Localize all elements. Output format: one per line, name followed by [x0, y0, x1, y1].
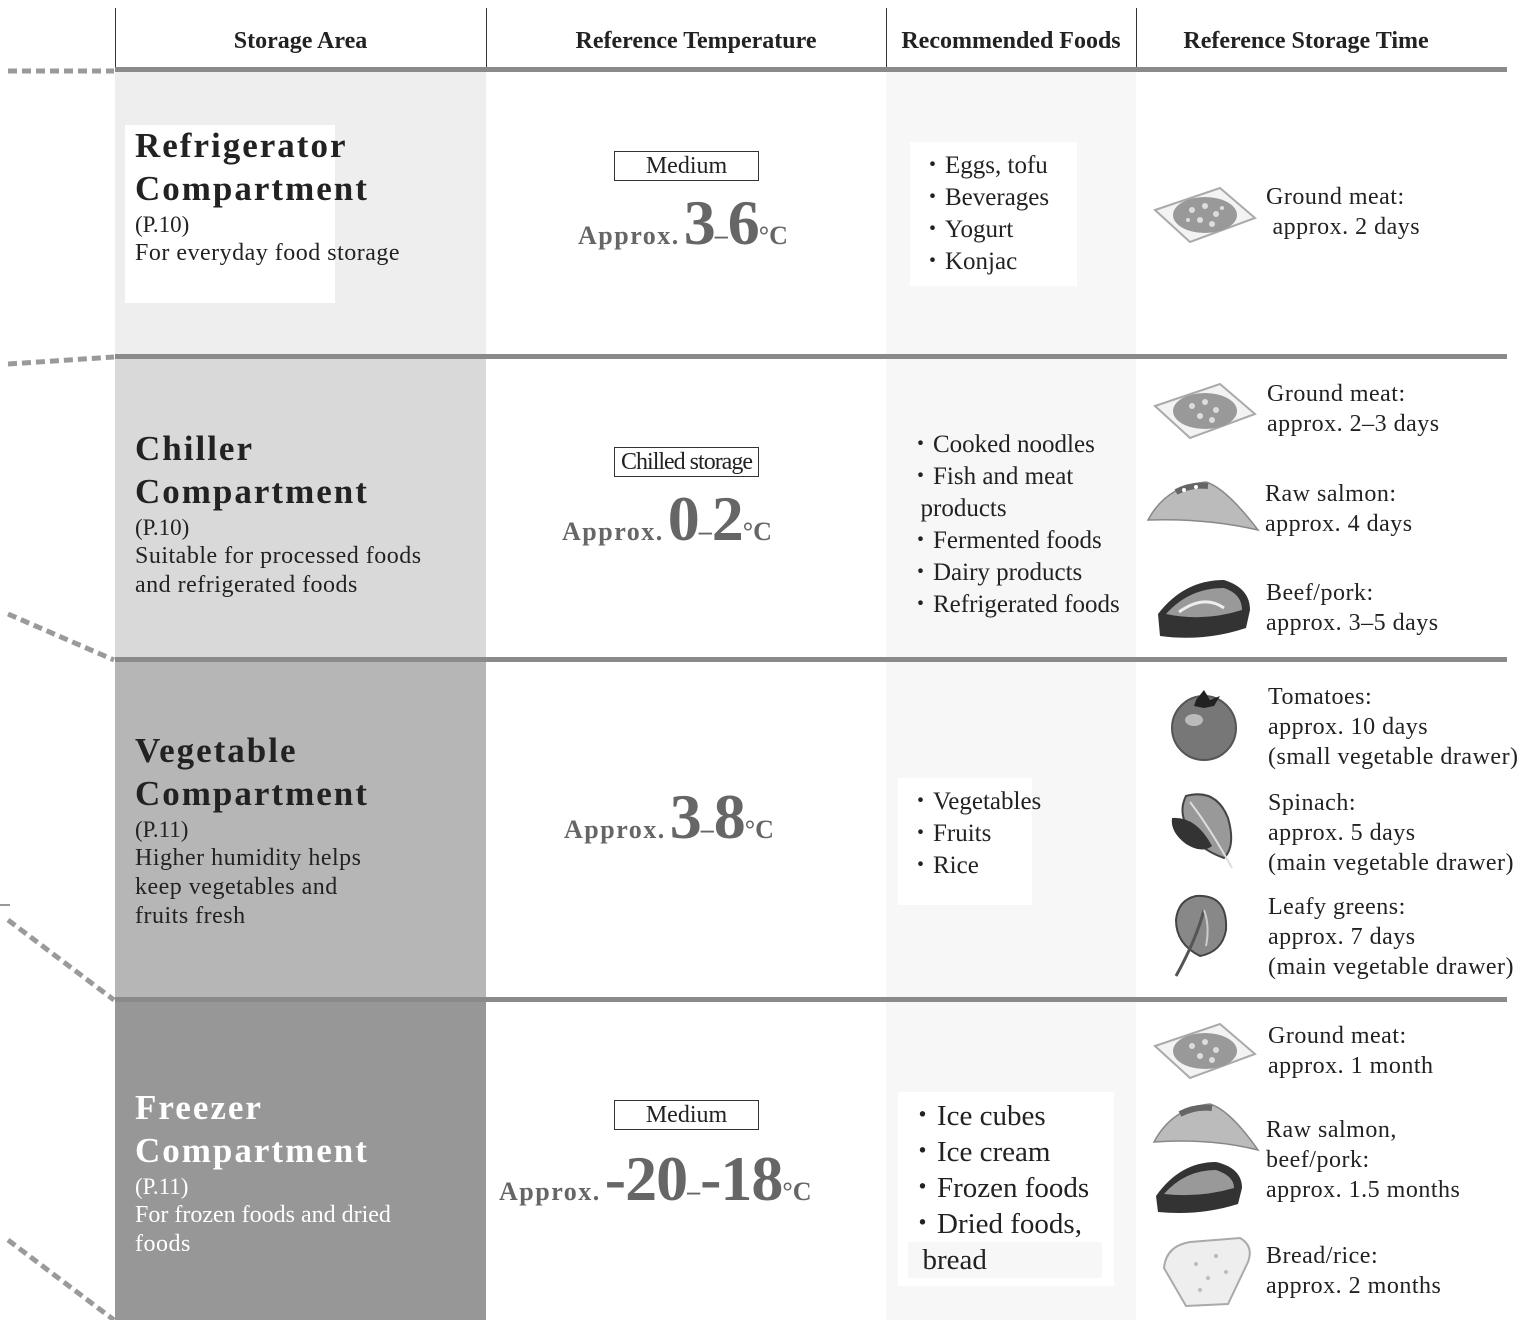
food-item: products [908, 495, 1007, 522]
setting-label: Chilled storage [614, 447, 759, 477]
temp-sep: – [698, 517, 712, 546]
chiller-area-text [135, 427, 480, 600]
storage-time [1266, 182, 1420, 242]
storage-time [1268, 1021, 1433, 1081]
header-recommended-foods: Recommended Foods [901, 28, 1121, 54]
temp-prefix: Approx. [564, 815, 666, 844]
header-reference-storage-time: Reference Storage Time [1183, 28, 1429, 54]
foods-list [898, 1092, 1114, 1286]
setting-label: Medium [614, 1100, 759, 1130]
food-item: ・Fruits [908, 820, 992, 847]
temperature-range [562, 482, 772, 556]
temp-prefix: Approx. [562, 517, 664, 546]
header-reference-temperature: Reference Temperature [575, 28, 817, 54]
food-item: ・Dried foods, [908, 1208, 1082, 1240]
temp-high: 8 [713, 781, 745, 852]
temperature-range [564, 780, 774, 854]
foods-list [910, 142, 1077, 286]
temp-prefix: Approx. [499, 1177, 601, 1206]
food-item: ・Rice [908, 852, 979, 879]
temp-high: 2 [711, 483, 743, 554]
storage-duration: approx. 3–5 days [1266, 610, 1439, 636]
storage-food: Raw salmon, [1266, 1117, 1397, 1143]
temp-high: 6 [727, 187, 759, 258]
food-item: ・Beverages [920, 184, 1050, 211]
storage-time [1266, 578, 1439, 638]
storage-duration: approx. 1 month [1268, 1053, 1434, 1079]
storage-duration: approx. 7 days [1268, 924, 1416, 950]
food-item: ・Vegetables [908, 788, 1042, 815]
leafy-greens-icon [1166, 890, 1246, 980]
storage-duration: approx. 5 days [1268, 820, 1416, 846]
storage-time [1268, 682, 1519, 772]
storage-food: Beef/pork: [1266, 580, 1374, 606]
temperature-range [499, 1142, 812, 1216]
page-reference: (P.10) [135, 515, 190, 540]
row-divider [115, 354, 1507, 359]
temp-low: -20 [604, 1143, 688, 1214]
temperature-range [578, 186, 788, 260]
area-description: keep vegetables and [135, 874, 338, 900]
temp-unit: °C [742, 517, 772, 546]
food-item: ・Refrigerated foods [908, 591, 1120, 618]
storage-duration: approx. 1.5 months [1266, 1177, 1461, 1203]
storage-note: (main vegetable drawer) [1268, 954, 1515, 980]
area-title: Compartment [135, 774, 369, 813]
page-reference: (P.11) [135, 1174, 189, 1199]
temp-unit: °C [782, 1177, 812, 1206]
tomato-icon [1166, 686, 1242, 762]
ground-meat-icon [1150, 180, 1260, 250]
page-reference: (P.10) [135, 212, 190, 237]
area-title: Compartment [135, 1131, 369, 1170]
temp-low: 3 [669, 781, 701, 852]
temp-sep: – [687, 1177, 701, 1206]
storage-food: Ground meat: [1268, 1023, 1407, 1049]
temp-prefix: Approx. [578, 221, 680, 250]
ground-meat-icon [1150, 1016, 1260, 1086]
food-item: ・Eggs, tofu [920, 152, 1048, 179]
area-description: fruits fresh [135, 903, 246, 929]
storage-duration: approx. 2–3 days [1267, 411, 1440, 437]
dashed-leader-lines [0, 0, 116, 1320]
row-divider [115, 657, 1507, 662]
storage-food: beef/pork: [1266, 1147, 1370, 1173]
temp-sep: – [700, 815, 714, 844]
storage-time [1268, 892, 1514, 982]
food-item: ・Fish and meat [908, 463, 1074, 490]
area-title: Chiller [135, 429, 254, 468]
food-item: ・Konjac [920, 248, 1018, 275]
food-item: ・Yogurt [920, 216, 1014, 243]
storage-food: Ground meat: [1266, 184, 1405, 210]
raw-salmon-icon [1146, 478, 1262, 538]
salmon-and-meat-icon [1150, 1100, 1262, 1218]
food-item: ・Cooked noodles [908, 431, 1095, 458]
vegetable-area-text [135, 729, 480, 931]
food-item: ・Fermented foods [908, 527, 1102, 554]
setting-label: Medium [614, 151, 759, 181]
storage-time [1267, 379, 1440, 439]
storage-food: Raw salmon: [1265, 481, 1397, 507]
area-title: Vegetable [135, 731, 298, 770]
area-description: and refrigerated foods [135, 572, 358, 598]
area-description: Suitable for processed foods [135, 543, 422, 569]
storage-time [1266, 1241, 1441, 1301]
bread-icon [1156, 1234, 1256, 1310]
storage-food: Leafy greens: [1268, 894, 1406, 920]
ground-meat-icon [1150, 376, 1260, 446]
row-divider [115, 67, 1507, 72]
temp-unit: °C [758, 221, 788, 250]
food-item: ・Ice cubes [908, 1100, 1046, 1132]
temp-low: 3 [683, 187, 715, 258]
storage-food: Bread/rice: [1266, 1243, 1379, 1269]
temp-high: -18 [700, 1143, 783, 1214]
storage-duration: approx. 10 days [1268, 714, 1429, 740]
storage-food: Ground meat: [1267, 381, 1406, 407]
spinach-icon [1166, 788, 1246, 872]
area-title: Refrigerator [135, 126, 348, 165]
storage-duration: approx. 2 months [1266, 1273, 1442, 1299]
food-item: ・Dairy products [908, 559, 1083, 586]
beef-pork-icon [1154, 574, 1254, 642]
page-reference: (P.11) [135, 817, 189, 842]
storage-duration: approx. 4 days [1265, 511, 1413, 537]
food-item: bread [908, 1242, 1102, 1278]
row-divider [115, 997, 1507, 1002]
storage-time [1265, 479, 1413, 539]
food-item: ・Frozen foods [908, 1172, 1090, 1204]
temp-unit: °C [744, 815, 774, 844]
temp-sep: – [714, 221, 728, 250]
area-description: Higher humidity helps [135, 845, 362, 871]
foods-list [898, 778, 1042, 905]
area-title: Compartment [135, 169, 369, 208]
temp-low: 0 [667, 483, 699, 554]
storage-time [1268, 788, 1514, 878]
area-description: foods [135, 1231, 191, 1257]
storage-food: Tomatoes: [1268, 684, 1373, 710]
foods-list [898, 421, 1136, 629]
storage-note: (main vegetable drawer) [1268, 850, 1515, 876]
area-description: For everyday food storage [135, 240, 401, 266]
area-title: Freezer [135, 1088, 263, 1127]
header-storage-area: Storage Area [233, 28, 368, 54]
area-description: For frozen foods and dried [135, 1202, 391, 1228]
freezer-area-text [135, 1086, 480, 1259]
area-title: Compartment [135, 472, 369, 511]
refrigerator-area-text [135, 124, 480, 268]
storage-note: (small vegetable drawer) [1268, 744, 1519, 770]
storage-duration: approx. 2 days [1266, 214, 1421, 240]
storage-food: Spinach: [1268, 790, 1356, 816]
storage-time [1266, 1115, 1460, 1205]
food-item: ・Ice cream [908, 1136, 1051, 1168]
